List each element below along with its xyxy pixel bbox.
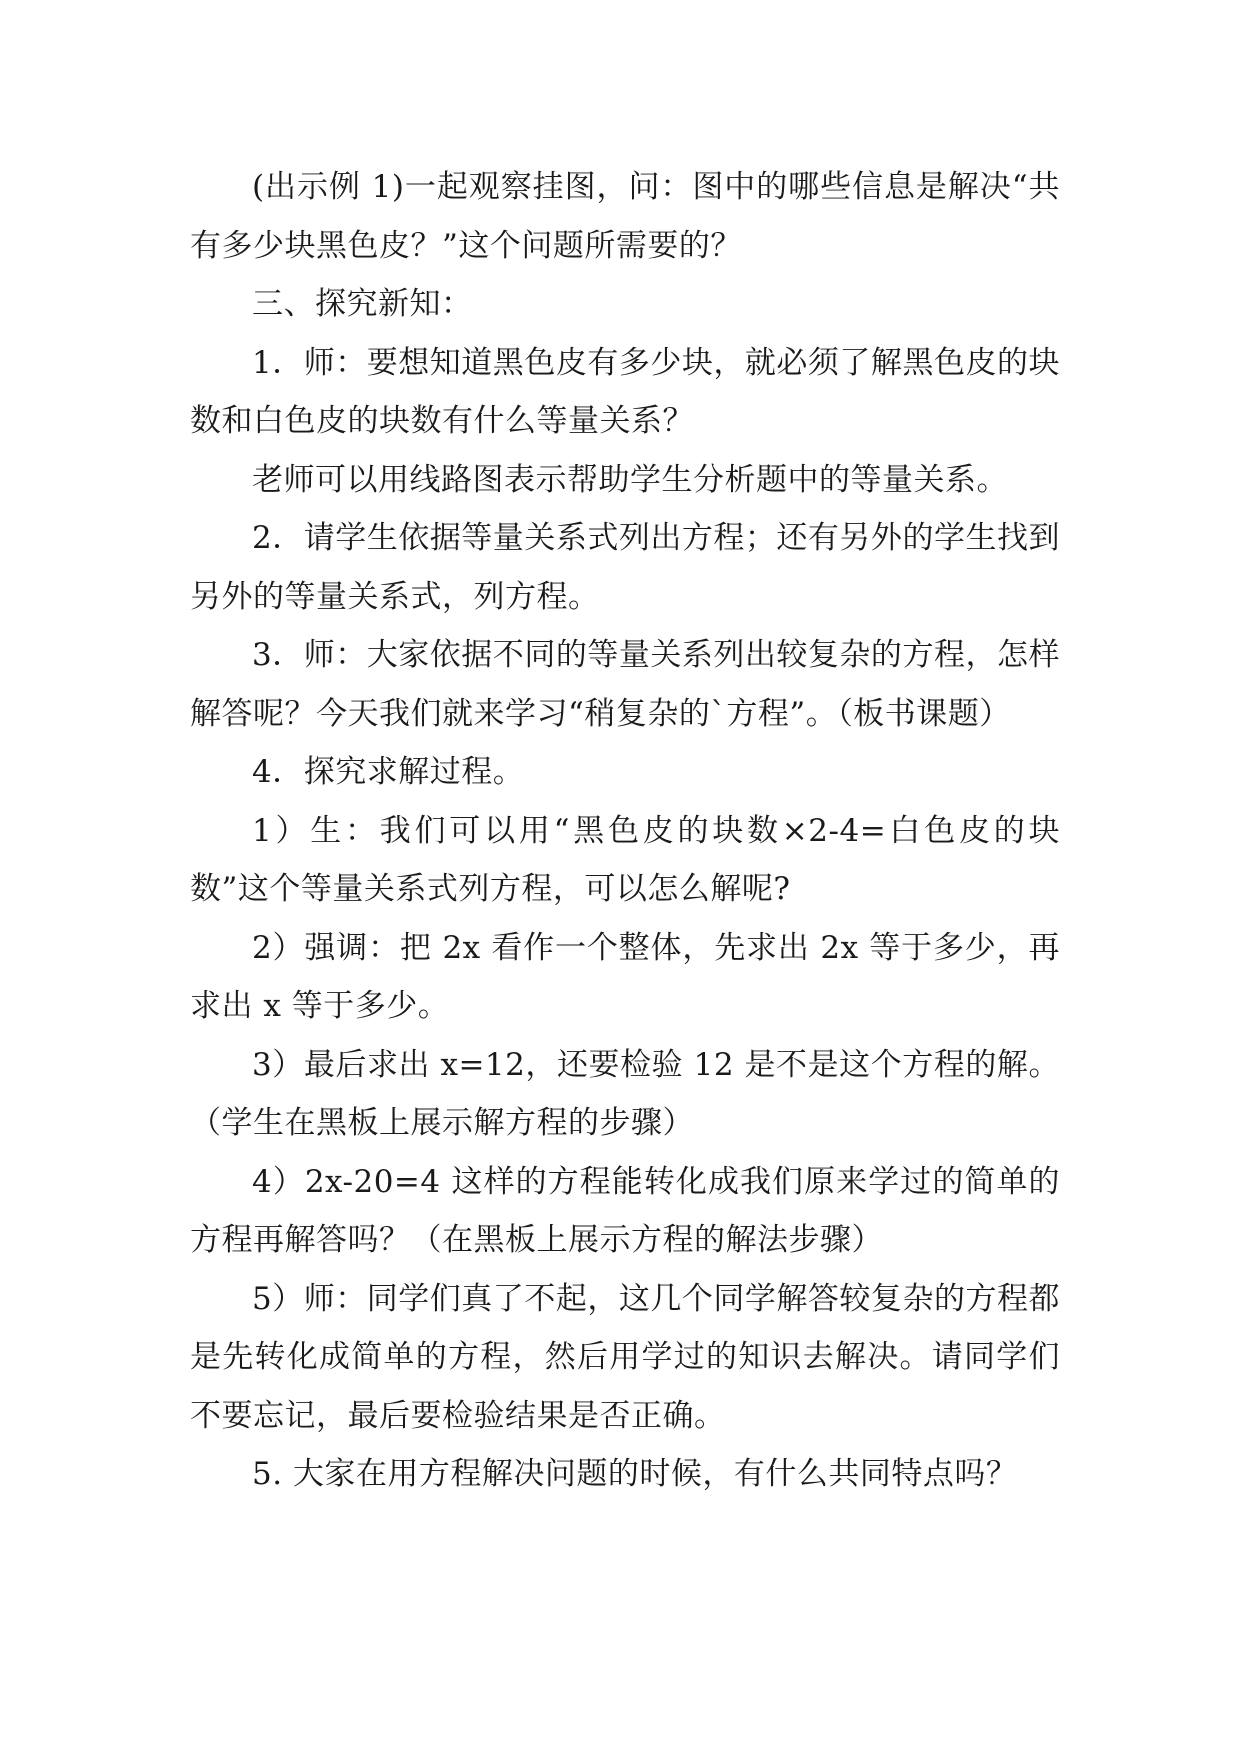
paragraph-step-1: 1．师：要想知道黑色皮有多少块，就必须了解黑色皮的块数和白色皮的块数有什么等量关系？ [190, 344, 1060, 439]
document-body [190, 158, 1060, 1504]
paragraph-substep-1: 1）生：我们可以用“黑色皮的块数×2-4=白色皮的块数”这个等量关系式列方程，可以怎么解呢? [190, 812, 1060, 907]
paragraph-substep-5: 5）师：同学们真了不起，这几个同学解答较复杂的方程都是先转化成简单的方程，然后用学过的知识去解决。请同学们不要忘记，最后要检验结果是否正确。 [190, 1280, 1060, 1434]
paragraph-example-intro: (出示例 1)一起观察挂图，问：图中的哪些信息是解决“共有多少块黑色皮？”这个问题所需要的？ [190, 169, 1060, 264]
paragraph-substep-3: 3）最后求出 x=12，还要检验 12 是不是这个方程的解。（学生在黑板上展示解方程的步骤） [190, 1046, 1060, 1141]
paragraph-substep-4: 4）2x-20=4 这样的方程能转化成我们原来学过的简单的方程再解答吗？（在黑板上展示方程的解法步骤） [190, 1163, 1060, 1258]
paragraph-section-heading: 三、探究新知： [252, 286, 473, 322]
paragraph-step-2: 2．请学生依据等量关系式列出方程；还有另外的学生找到另外的等量关系式，列方程。 [190, 520, 1060, 615]
paragraph-teacher-note: 老师可以用线路图表示帮助学生分析题中的等量关系。 [252, 461, 1008, 498]
paragraph-step-4: 4．探究求解过程。 [252, 754, 525, 790]
paragraph-step-3: 3．师：大家依据不同的等量关系列出较复杂的方程，怎样解答呢？今天我们就来学习“稍复杂的`方程”。（板书课题） [190, 637, 1060, 732]
paragraph-substep-2: 2）强调：把 2x 看作一个整体，先求出 2x 等于多少，再求出 x 等于多少。 [190, 929, 1060, 1024]
paragraph-step-5: 5. 大家在用方程解决问题的时候，有什么共同特点吗？ [252, 1456, 1018, 1492]
